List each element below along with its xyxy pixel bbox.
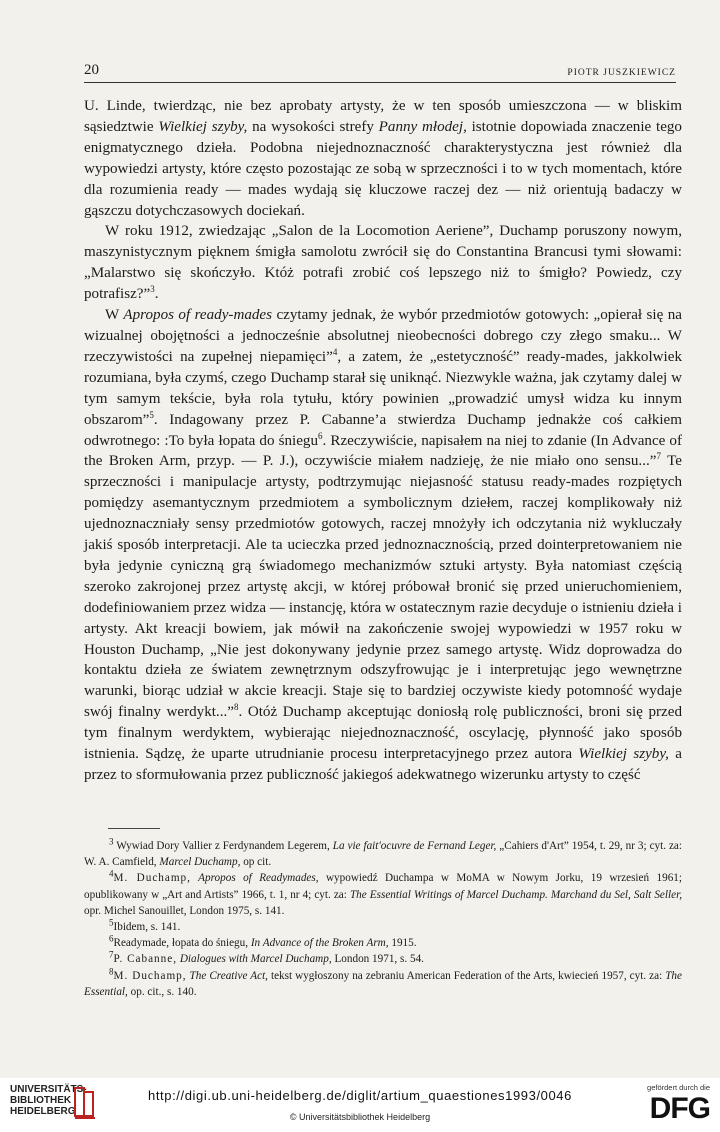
paragraph-2: W roku 1912, zwiedzając „Salon de la Locomotion Aeriene”, Duchamp poruszony nowym, maszynistycznym pięknem śmigła samolotu zwrócił się do Constantina Brancusi tymi słowami: „Malarstwo się skończyło. Któż potrafi zrobić coś lepszego niż to śmigło? Powiedz, czy potrafisz?”$^3$.	[84, 223, 682, 303]
footnote-ref-5[interactable]: 5	[149, 409, 154, 420]
main-text	[84, 96, 682, 786]
footnotes	[84, 838, 682, 1000]
footnote-ref-4[interactable]: 4	[332, 346, 338, 357]
paragraph-3: W Apropos of ready-mades czytamy jednak, że wybór przedmiotów gotowych: „opierał się na wizualnej obojętności a jednocześnie absolutnej nieobecności dobrego czy złego smaku... W rzeczywistości na zupełnej niepamięci”$^4$, a zatem, że „estetyczność” ready-mades, jakkolwiek rozumiana, była czymś, czego Duchamp starał się uniknąć. Niezwykle ważna, jak czytamy dalej w tym samym tekście, była rola tytułu, który powinien „prowadzić umysł widza ku innym obszarom”$^5$. Indagowany przez P. Cabanne’a stwierdza Duchamp jednakże coś całkiem odwrotnego: :To była łopata do śniegu$^6$. Rzeczywiście, napisałem na niej to zdanie (In Advance of the Broken Arm, przyp. — P. J.), oczywiście miałem nadzieję, że nie miało ono sensu...”$^7$ Te sprzeczności i manipulacje artysty, podtrzymując niejasność statusu ready-mades rozpiętych pomiędzy asemantycznym przedmiotem a symbolicznym dziełem, raczej komplikowały niż ujednoznaczniały sensy przedmiotów gotowych, raczej mnożyły ich odczytania niż wykluczały jakiś sposób interpretacji. Ale ta ucieczka przed jednoznacznością, przed dointerpretowaniem nie była jedynie cyniczną grą świadomego mechanizmów sztuki artysty. Była natomiast częścią szeroko zakrojonej przez artystę akcji, w której próbował bronić się przed unieruchomieniem, dodefiniowaniem przez widza — instancję, która w ostatecznym razie decyduje o istnieniu dzieła i artysty. Akt kreacji bowiem, jak mówił na zakończenie swojej wypowiedzi w 1957 roku w Houston Duchamp, „Nie jest dokonywany jedynie przez samego artystę. Widz doprowadza do kontaktu dzieła ze światem zewnętrznym odszyfrowując je i interpretując jego wewnętrzne warunki, biorąc udział w akcie kreacji. Staje się to bardziej oczywiste kiedy potomność wydaje swój finalny werdykt...”$^8$. Otóż Duchamp akceptując doniosłą rolę publiczności, broni się przed tym finalnym werdyktem, wybierając niejednoznaczność, oscylację, płynność jako sposób istnienia. Sądzę, że uparte utrudnianie procesu interpretacyjnego przez autora Wielkiej szyby, a przez to sformułowania przez publiczność jakiegoś adekwatnego wizerunku artysty to część	[84, 307, 683, 783]
page-header	[84, 60, 676, 83]
footnote-divider	[108, 828, 160, 829]
funding-note: gefördert durch die	[647, 1083, 710, 1092]
dfg-logo: DFG	[649, 1092, 710, 1125]
footnote-6: $^6$Readymade, łopata do śniegu, In Advance of the Broken Arm, 1915.	[109, 933, 417, 950]
page-number: 20	[84, 62, 99, 78]
footnote-ref-6[interactable]: 6	[318, 430, 323, 441]
permalink[interactable]: http://digi.ub.uni-heidelberg.de/diglit/artium_quaestiones1993/0046	[148, 1088, 572, 1103]
footnote-7: $^7$P. Cabanne, Dialogues with Marcel Duchamp, London 1971, s. 54.	[109, 949, 424, 966]
footnote-3: $^3$ Wywiad Dory Vallier z Ferdynandem Legerem, La vie fait'ocuvre de Fernand Leger, „Cahiers d'Art” 1954, t. 29, nr 3; cyt. za: W. A. Camfield, Marcel Duchamp, op cit.	[84, 836, 683, 869]
library-footer	[0, 1078, 720, 1132]
paragraph-1: U. Linde, twierdząc, nie bez aprobaty artysty, że w ten sposób umieszczona — w bliskim sąsiedztwie Wielkiej szyby, na wysokości strefy Panny młodej, istotnie dopowiada znaczenie tego enigmatycznego dzieła. Podobna niejednoznaczność charakterystyczna jest również dla wypowiedzi artysty, które często pozostając ze sobą w sprzeczności i to w tych momentach, które dla rozumienia ready — mades wydają się kluczowe raczej dez — niż orientują badaczy w gąszczu dotychczasowych dociekań.	[84, 98, 682, 219]
library-name: UNIVERSITÄTS- BIBLIOTHEK HEIDELBERG	[10, 1084, 87, 1117]
running-author: PIOTR JUSZKIEWICZ	[567, 68, 676, 78]
footnote-8: $^8$M. Duchamp, The Creative Act, tekst wygłoszony na zebraniu American Federation of the Arts, kwiecień 1957, cyt. za: The Essential, op. cit., s. 140.	[84, 965, 682, 998]
footnote-5: $^5$Ibidem, s. 141.	[109, 917, 181, 934]
footnote-ref-8[interactable]: 8	[233, 702, 239, 713]
footnote-ref-7[interactable]: 7	[656, 451, 661, 462]
copyright: © Universitätsbibliothek Heidelberg	[289, 1112, 431, 1122]
footnote-ref-3[interactable]: 3	[150, 284, 155, 295]
footnote-4: $^4$M. Duchamp, Apropos of Readymades, wypowiedź Duchampa w MoMA w Nowym Jorku, 19 wrzesień 1961; opublikowany w „Art and Artists” 1966, t. 1, nr 4; cyt. za: The Essential Writings of Marcel Duchamp. Marchand du Sel, Salt Seller, opr. Michel Sanouillet, London 1975, s. 141.	[84, 868, 682, 917]
